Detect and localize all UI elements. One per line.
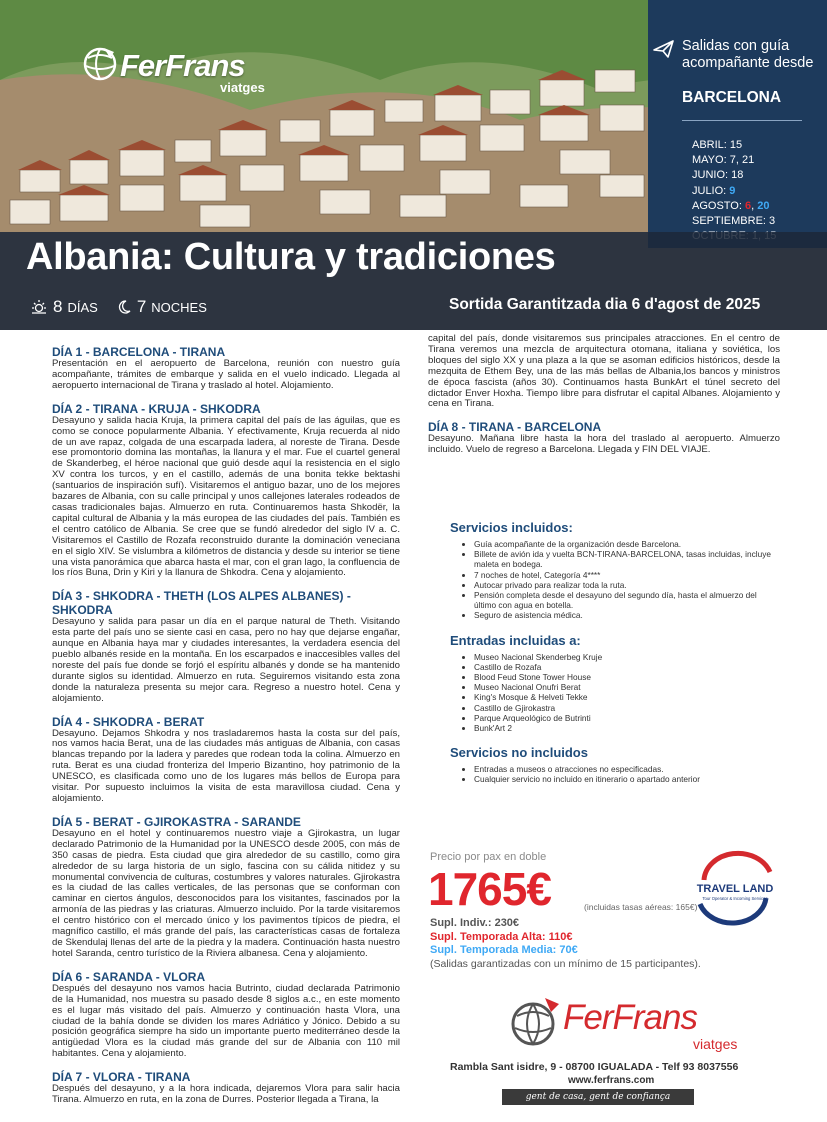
price-tax-note: (incluidas tasas aéreas: 165€) xyxy=(584,902,698,912)
day-description: Desayuno y salida para pasar un día en el parque natural de Theth. Visitando esta parte del país uno se siente casi en casa, pero no hay que dejarse engañar, aunque en Albania haya mar y ciudades interesantes, la verdadera esencia del pueblo albanés reside en la montaña. En los escarpados e inaccesibles valles del noreste del país fue donde se forjó el espíritu albanés y donde se ha mantenido durante siglos su identidad. Almuerzo en ruta. Seguiremos visitando esta zona donde la naturaleza presenta su mejor cara. Regreso a nuestro hotel. Cena y alojamiento. xyxy=(52,616,400,704)
day-description: Desayuno. Mañana libre hasta la hora del traslado al aeropuerto. Almuerzo incluido. Vuelo de regreso a Barcelona. Llegada y FIN DEL VIAJE. xyxy=(428,433,780,456)
departure-date-row xyxy=(692,168,776,183)
departure-day: 6 xyxy=(744,199,752,212)
list-item: • Blood Feud Stone Tower House xyxy=(474,672,780,682)
itinerary-day xyxy=(52,1070,400,1106)
day-title: DÍA 6 - SARANDA - VLORA xyxy=(52,969,206,984)
day-title: DÍA 8 - TIRANA - BARCELONA xyxy=(428,420,602,435)
itinerary-day xyxy=(52,815,400,960)
services-section xyxy=(450,520,780,797)
departure-day: 21 xyxy=(741,154,755,167)
departure-day: 7 xyxy=(729,154,736,167)
services-list xyxy=(474,764,780,784)
day-description: capital del país, donde visitaremos sus principales atracciones. En el centro de Tirana veremos una mezcla de arquitectura otomana, italiana y soviética, los bloques del siglo XX y una plaza a la que se asoman edificios históricos, desde la mezquita de Ethem Bey, una de las más bellas de Albania,los bancos y ministros de época fascista (años 30). Continuamos hasta BunkArt el túnel secreto del dictador Enver Hoxha. Tiempo libre para disfrutar el capital Albanes. Alojamiento y cena en Tirana. xyxy=(428,333,780,410)
departures-box xyxy=(648,0,827,248)
guarantee-text: Sortida Garantitzada dia 6 d'agost de 2025 xyxy=(449,296,761,313)
day-description: Después del desayuno nos vamos hacia Butrinto, ciudad declarada Patrimonio de la Humanidad, nos muestra su pasado desde 8 siglos a.c., en este momento es el lugar más visitado del país. Almuerzo y continuación hasta Vlora, una ciudad de la bahía donde se dividen los mares Adriático y Jónico. Debido a su posición geográfica siempre ha sido un importante puerto mediterráneo desde la antigüedad Vlora es la ciudad más grande del sur de Albania con 110 mil habitantes. Cena y alojamiento. xyxy=(52,982,400,1060)
itinerary-right-column xyxy=(428,334,780,466)
brand-name: FerFrans xyxy=(563,998,697,1037)
travel-land-logo xyxy=(690,850,780,928)
nights-number: 7 xyxy=(136,297,147,316)
list-item: • Guía acompañante de la organización desde Barcelona. xyxy=(474,539,780,549)
minimum-participants-note: (Salidas garantizadas con un mínimo de 15 participantes). xyxy=(430,958,701,970)
hero-banner xyxy=(0,0,827,330)
departures-heading: Salidas con guía acompañante desde xyxy=(682,38,814,71)
departure-day: 15 xyxy=(729,139,743,151)
price-amount: 1765€ xyxy=(428,863,551,915)
supplement-individual: Supl. Indiv.: 230€ xyxy=(430,917,520,929)
list-item: • Castillo de Gjirokastra xyxy=(474,703,780,713)
departure-month: AGOSTO: xyxy=(692,199,742,212)
supplement-high-season: Supl. Temporada Alta: 110€ xyxy=(430,931,573,943)
departure-day: 9 xyxy=(729,184,736,197)
departure-month: JULIO: xyxy=(692,184,727,197)
itinerary-day xyxy=(52,970,400,1060)
list-item: • King's Mosque & Helveti Tekke xyxy=(474,692,780,702)
brand-sub: viatges xyxy=(693,1036,738,1052)
departure-month: ABRIL: xyxy=(692,139,727,151)
departure-date-row: MAYO: 7, 21 xyxy=(692,154,755,167)
address: Rambla Sant isidre, 9 - 08700 IGUALADA - Telf 93 8037556 xyxy=(450,1061,739,1073)
days-label: DÍAS xyxy=(67,299,98,315)
divider xyxy=(682,120,802,121)
departure-date-row: AGOSTO: 6, 20 xyxy=(692,199,770,212)
website-link[interactable]: www.ferfrans.com xyxy=(568,1075,655,1086)
departures-city: BARCELONA xyxy=(682,89,782,106)
services-list xyxy=(474,652,780,734)
supplement-mid-season: Supl. Temporada Media: 70€ xyxy=(430,944,578,956)
list-item: • Pensión completa desde el desayuno del segundo día, hasta el almuerzo del último con agua en botella. xyxy=(474,590,780,610)
departure-dates-list xyxy=(692,138,776,244)
departure-day: 20 xyxy=(757,199,770,212)
departure-month: MAYO: xyxy=(692,154,727,167)
list-item: • Cualquier servicio no incluido en itinerario o apartado anterior xyxy=(474,774,780,784)
page-title: Albania: Cultura y tradiciones xyxy=(26,236,556,278)
day-description: Desayuno en el hotel y continuaremos nuestro viaje a Gjirokastra, un lugar declarado Patrimonio de la Humanidad por la UNESCO desde 2005, con más de 350 casas de piedra. Esta ciudad que gira alrededor de su castillo, como gira alrededor de su larga historia de un siglo, fascina con su cálida nitidez y su monumental convivencia de culturas, costumbres y valores naturales. Gjirokastra es la ciudad de las calles verticales, de las personas que se conforman con caminar en ciertos ángulos, desconocidos para los visitantes, fascinados por la armonía de las piedras y las criaturas. Almuerzo incluido. Por la tarde visitaremos el centro histórico con el mercado único y los pavimentos típicos de piedra, el magnífico castillo, el más grande del país, las características casas de fortaleza de Skendulaj llenas del arte de la piedra y la madera. Continuación hasta nuestro hotel Saranda, centro turístico de la Riviera albanesa. Cena y alojamiento. xyxy=(52,827,400,959)
departure-day: 3 xyxy=(769,215,776,228)
list-item: • 7 noches de hotel, Categoría 4**** xyxy=(474,570,780,580)
itinerary-day xyxy=(52,345,400,392)
list-item: • Bunk'Art 2 xyxy=(474,723,780,733)
nights-label: NOCHES xyxy=(151,299,207,315)
svg-text:Tour Operator & Incoming Servi: Tour Operator & Incoming Services xyxy=(702,896,768,901)
departure-date-row xyxy=(692,184,776,199)
departure-day: 18 xyxy=(731,169,744,182)
day-title: DÍA 5 - BERAT - GJIROKASTRA - SARANDE xyxy=(52,814,301,829)
svg-text:TRAVEL LAND: TRAVEL LAND xyxy=(696,883,774,895)
itinerary-day xyxy=(52,715,400,805)
departure-month: JUNIO: xyxy=(692,169,729,182)
sun-icon xyxy=(30,298,48,316)
day-title: DÍA 2 - TIRANA - KRUJA - SHKODRA xyxy=(52,401,261,416)
day-description: Presentación en el aeropuerto de Barcelona, reunión con nuestro guía acompañante, trámites de embarque y salida en el vuelo indicado. Llegada al aeropuerto internacional de Tirana y traslado al hotel. Alojamiento. xyxy=(52,358,400,391)
departure-date-row xyxy=(692,138,776,153)
list-item: • Autocar privado para realizar toda la ruta. xyxy=(474,580,780,590)
services-list xyxy=(474,539,780,621)
globe-icon xyxy=(80,44,120,84)
ferfrans-logo-top xyxy=(80,44,280,94)
day-title: DÍA 4 - SHKODRA - BERAT xyxy=(52,714,205,729)
day-title: DÍA 7 - VLORA - TIRANA xyxy=(52,1070,191,1085)
price-label: Precio por pax en doble xyxy=(430,851,547,863)
moon-icon xyxy=(116,299,132,315)
services-heading: Servicios no incluidos xyxy=(450,745,588,761)
brand-sub: viatges xyxy=(220,80,265,95)
list-item: • Parque Arqueológico de Butrinti xyxy=(474,713,780,723)
itinerary-day xyxy=(428,334,780,410)
globe-icon xyxy=(505,994,563,1050)
day-description: Desayuno. Dejamos Shkodra y nos trasladaremos hasta la costa sur del país, nos vamos hacia Berat, una de las ciudades más antiguas de Albania, con casas blancas trepando por la ladera y paredes que rodean toda la colina. Almuerzo en ruta. Berat es una ciudad fronteriza del Imperio Bizantino, hoy patrimonio de la UNESCO, es clasificada como uno de los lugares más bellos de Europa para visitar. Por supuesto incluimos la visita de esta maravillosa ciudad. Cena y alojamiento. xyxy=(52,727,400,804)
list-item: • Entradas a museos o atracciones no especificadas. xyxy=(474,764,780,774)
itinerary-day xyxy=(52,402,400,580)
duration-row xyxy=(30,296,225,318)
itinerary-left-column xyxy=(52,345,400,1116)
brand-name: FerFrans xyxy=(120,48,245,83)
day-description: Después del desayuno, y a la hora indicada, dejaremos Vlora para salir hacia Tirana. Almuerzo en ruta, en la zona de Durres. Posterior llegada a Tirana, la xyxy=(52,1083,400,1106)
services-heading: Entradas incluidas a: xyxy=(450,632,581,648)
ferfrans-logo-bottom xyxy=(505,992,765,1052)
list-item: • Billete de avión ida y vuelta BCN-TIRANA-BARCELONA, tasas incluidas, incluye maleta en bodega. xyxy=(474,549,780,569)
itinerary-day xyxy=(428,420,780,456)
plane-icon xyxy=(652,38,676,60)
itinerary-day xyxy=(52,589,400,704)
departure-month: SEPTIEMBRE: xyxy=(692,215,766,228)
tagline: gent de casa, gent de confiança xyxy=(502,1089,694,1105)
services-heading: Servicios incluidos: xyxy=(450,520,573,535)
day-description: Desayuno y salida hacia Kruja, la primera capital del país de las águilas, que es como se conoce popularmente Albania. Y efectivamente, Kruja recuerda al nido de un ave rapaz, colgada de una escarpada ladera, al noreste de Tirana. Desde ese promontorio domina las montañas, la llanura y el mar. Fue el cuartel general de Skanderbeg, el héroe nacional que guió desde aquí la resistencia en el siglo XV contra los turcos, y en el castillo, además de una bonita tekke bektashi (santuarios de inspiración sufí). Visitaremos el antiguo bazar, uno de los mejores bazares de Albania, con su calle principal y unos callejones laterales rodeados de casas tradicionales bajas. Almuerzo en ruta. Continuaremos hasta Shkodër, la capital cultural de Albania y la más europea de las ciudades del país. También es el centro católico de Albania. Se cree que se fundó alrededor del siglo IV a. C. Visitaremos el Castillo de Rozafa reconstruido durante la dominación veneciana en el siglo XIV. Se vislumbra a kilómetros de distancia y desde su interior se tiene una vista panorámica que abarca hasta el mar, con el gran lago, la confluencia de los ríos Buna, Drin y Kiri y la llanura de Shkodra. Cena y alojamiento. xyxy=(52,414,400,579)
day-title: DÍA 1 - BARCELONA - TIRANA xyxy=(52,345,226,359)
list-item: • Seguro de asistencia médica. xyxy=(474,610,780,620)
day-title: DÍA 3 - SHKODRA - THETH (LOS ALPES ALBANES) - SHKODRA xyxy=(52,589,351,618)
list-item: • Museo Nacional Skenderbeg Kruje xyxy=(474,652,780,662)
list-item: • Museo Nacional Onufri Berat xyxy=(474,682,780,692)
list-item: • Castillo de Rozafa xyxy=(474,662,780,672)
days-number: 8 xyxy=(53,297,63,316)
departure-date-row xyxy=(692,214,776,229)
